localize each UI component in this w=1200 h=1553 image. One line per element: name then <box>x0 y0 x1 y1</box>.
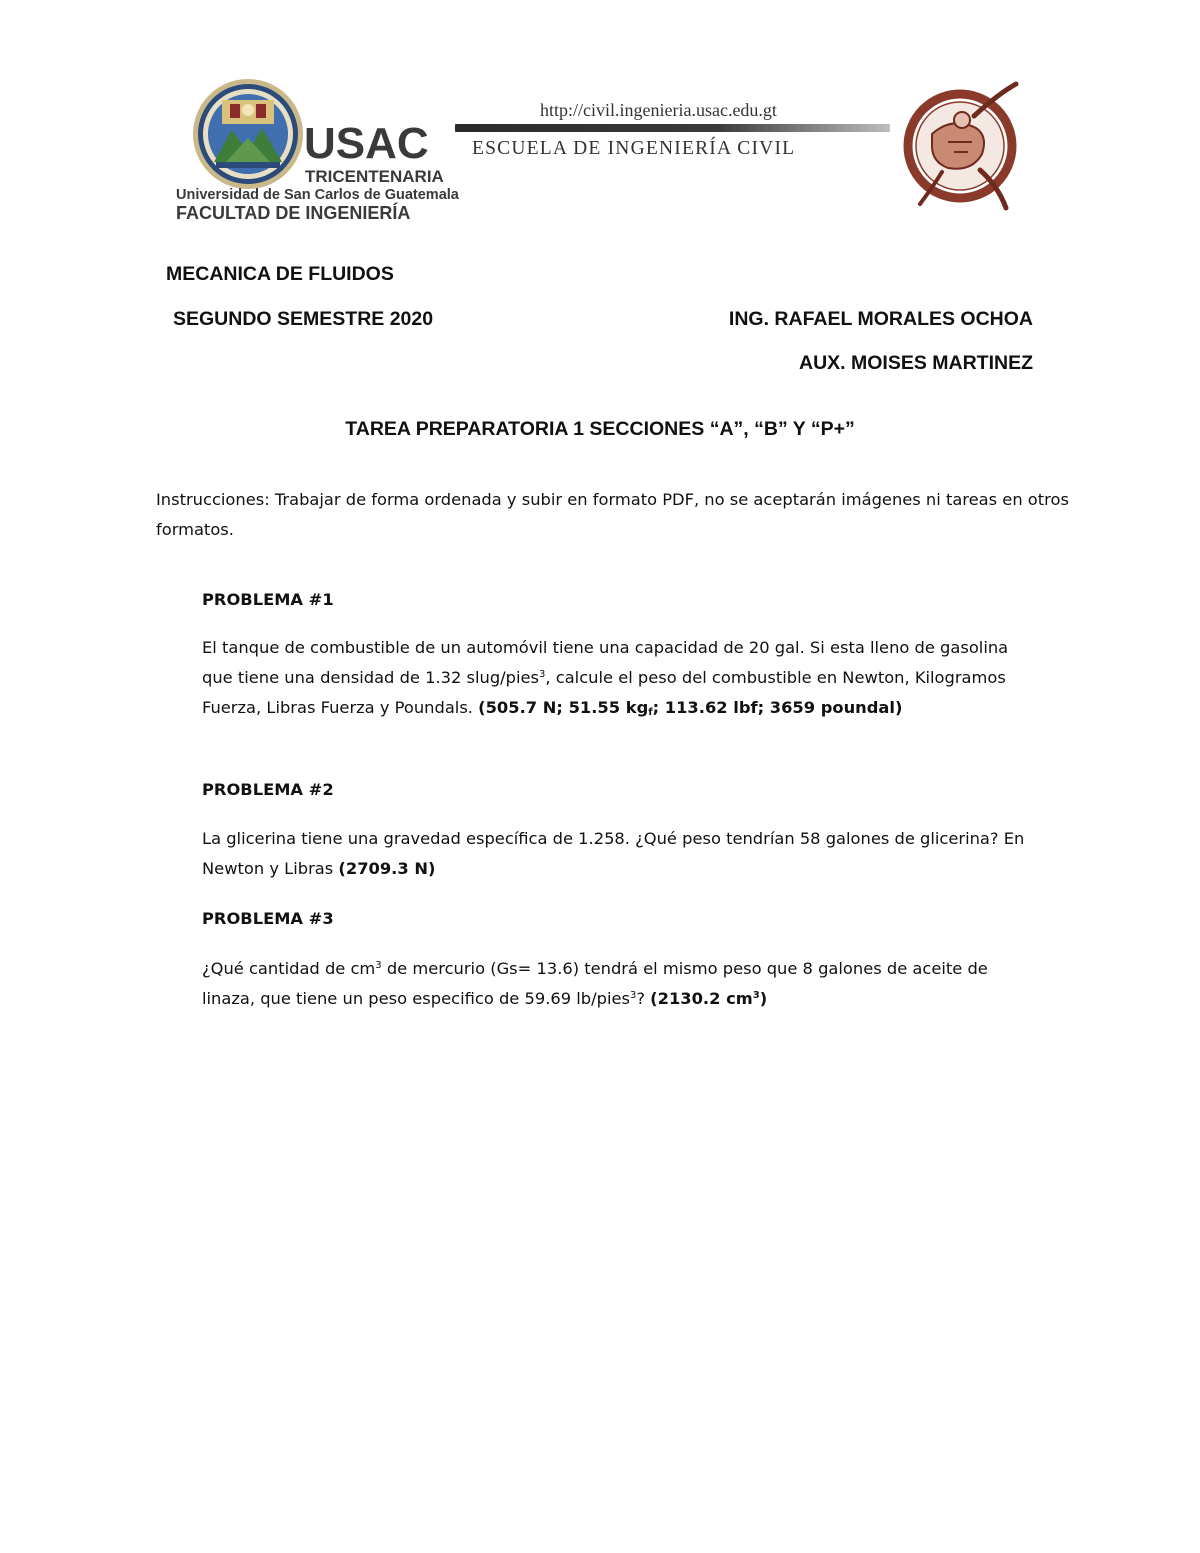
usac-seal-logo <box>192 78 304 190</box>
usac-wordmark: USAC <box>304 119 429 168</box>
problem-1-heading: PROBLEMA #1 <box>202 590 334 609</box>
problem-2-answer: (2709.3 N) <box>338 859 436 878</box>
problem-1-answer: (505.7 N; 51.55 $kg_f$; 113.62 lbf; 3659 poundal) <box>478 698 903 718</box>
header-divider <box>455 124 890 132</box>
problem-2-heading: PROBLEMA #2 <box>202 780 334 799</box>
problem-3-text: ¿Qué cantidad de $cm^3$ de mercurio (Gs= 13.6) tendrá el mismo peso que 8 galones de aceite de linaza, que tiene un peso especifico de 59.69 lb/pies$^3$? (2130.2 $cm^3$) <box>202 959 988 1008</box>
faculty-name: FACULTAD DE INGENIERÍA <box>176 203 411 223</box>
instructions: Instrucciones: Trabajar de forma ordenada y subir en formato PDF, no se aceptarán imágenes ni tareas en otros formatos. <box>156 490 1069 539</box>
school-url: http://civil.ingenieria.usac.edu.gt <box>540 100 777 120</box>
assistant-name: AUX. MOISES MARTINEZ <box>798 352 1033 374</box>
university-name: Universidad de San Carlos de Guatemala <box>176 187 459 203</box>
course-title: MECANICA DE FLUIDOS <box>166 263 394 285</box>
problem-3-heading: PROBLEMA #3 <box>202 909 334 928</box>
problem-3-answer: (2130.2 $cm^3$) <box>650 989 768 1008</box>
usac-tagline: TRICENTENARIA <box>305 167 444 186</box>
assignment-title: TAREA PREPARATORIA 1 SECCIONES “A”, “B” Y “P+” <box>345 418 855 440</box>
school-name: ESCUELA DE INGENIERÍA CIVIL <box>472 138 796 159</box>
civil-engineering-seal-logo <box>902 76 1032 214</box>
semester: SEGUNDO SEMESTRE 2020 <box>173 308 434 330</box>
problem-1-text: El tanque de combustible de un automóvil tiene una capacidad de 20 gal. Si esta lleno de gasolina que tiene una densidad de 1.32 slug/pies$^3$, calcule el peso del combustible en Newton, Kilogramos Fuerza, Libras Fuerza y Poundals. (505.7 N; 51.55 $kg_f$; 113.62 lbf; 3659 poundal) <box>202 638 1009 718</box>
problem-2-text: La glicerina tiene una gravedad específica de 1.258. ¿Qué peso tendrían 58 galones de glicerina? En Newton y Libras (2709.3 N) <box>202 829 1025 878</box>
professor-name: ING. RAFAEL MORALES OCHOA <box>728 308 1033 330</box>
